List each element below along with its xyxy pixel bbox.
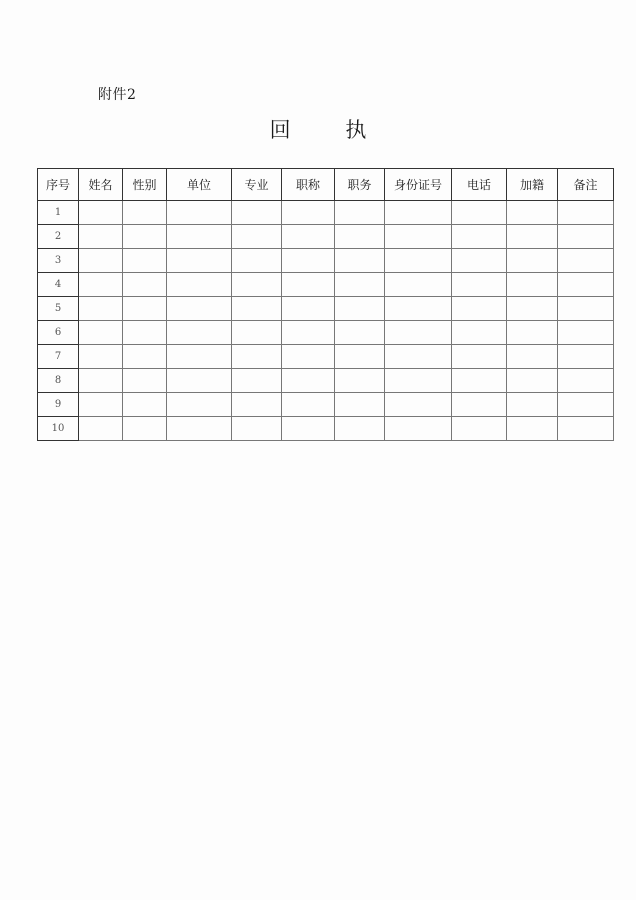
- table-cell: [452, 369, 507, 393]
- table-cell: [167, 273, 232, 297]
- row-number: 4: [38, 273, 79, 297]
- table-cell: [452, 225, 507, 249]
- table-cell: [167, 249, 232, 273]
- table-cell: [385, 417, 452, 441]
- table-cell: [123, 273, 167, 297]
- table-cell: [167, 417, 232, 441]
- table-cell: [232, 417, 282, 441]
- table-cell: [167, 393, 232, 417]
- table-cell: [232, 225, 282, 249]
- table-cell: [507, 249, 558, 273]
- table-row: [38, 321, 614, 345]
- table-cell: [282, 297, 335, 321]
- table-row: [38, 393, 614, 417]
- table-cell: [167, 321, 232, 345]
- table-cell: [507, 393, 558, 417]
- table-cell: [385, 369, 452, 393]
- table-cell: [282, 225, 335, 249]
- table-cell: [335, 321, 385, 345]
- table-cell: [79, 201, 123, 225]
- table-cell: [507, 417, 558, 441]
- table-cell: [558, 345, 614, 369]
- column-header: 备注: [558, 169, 614, 201]
- table-body: [38, 201, 614, 441]
- row-number: 3: [38, 249, 79, 273]
- table-cell: [558, 393, 614, 417]
- table-cell: [385, 273, 452, 297]
- table-cell: [452, 273, 507, 297]
- table-cell: [385, 345, 452, 369]
- table-cell: [79, 417, 123, 441]
- table-cell: [232, 201, 282, 225]
- column-header: 职务: [335, 169, 385, 201]
- table-cell: [232, 297, 282, 321]
- table-row: [38, 225, 614, 249]
- table-cell: [232, 273, 282, 297]
- table-cell: [385, 321, 452, 345]
- table-cell: [335, 369, 385, 393]
- table-cell: [123, 225, 167, 249]
- table-cell: [232, 345, 282, 369]
- table-cell: [385, 297, 452, 321]
- table-cell: [167, 369, 232, 393]
- table-cell: [335, 249, 385, 273]
- table-cell: [282, 201, 335, 225]
- table-cell: [79, 369, 123, 393]
- receipt-table: [37, 168, 614, 441]
- table-row: [38, 369, 614, 393]
- table-cell: [335, 273, 385, 297]
- table-cell: [452, 417, 507, 441]
- table-row: [38, 249, 614, 273]
- table-cell: [558, 249, 614, 273]
- table-cell: [79, 393, 123, 417]
- column-header: 电话: [452, 169, 507, 201]
- row-number: 2: [38, 225, 79, 249]
- column-header: 加籍: [507, 169, 558, 201]
- table-cell: [123, 321, 167, 345]
- table-row: [38, 297, 614, 321]
- table-cell: [335, 345, 385, 369]
- table-cell: [452, 345, 507, 369]
- table-cell: [123, 201, 167, 225]
- table-cell: [232, 369, 282, 393]
- table-cell: [507, 201, 558, 225]
- table-cell: [167, 201, 232, 225]
- table-cell: [282, 321, 335, 345]
- table-cell: [385, 249, 452, 273]
- table-cell: [79, 345, 123, 369]
- table-row: [38, 201, 614, 225]
- table-row: [38, 273, 614, 297]
- row-number: 9: [38, 393, 79, 417]
- column-header: 职称: [282, 169, 335, 201]
- table-cell: [282, 249, 335, 273]
- column-header: 单位: [167, 169, 232, 201]
- table-cell: [282, 393, 335, 417]
- column-header: 专业: [232, 169, 282, 201]
- table-cell: [335, 201, 385, 225]
- table-cell: [123, 249, 167, 273]
- table-cell: [558, 225, 614, 249]
- table-cell: [79, 225, 123, 249]
- row-number: 1: [38, 201, 79, 225]
- table-cell: [232, 321, 282, 345]
- table-cell: [507, 297, 558, 321]
- table-cell: [123, 417, 167, 441]
- column-header: 姓名: [79, 169, 123, 201]
- table-cell: [335, 225, 385, 249]
- column-header: 性别: [123, 169, 167, 201]
- table-cell: [558, 369, 614, 393]
- column-header: 序号: [38, 169, 79, 201]
- table-cell: [452, 249, 507, 273]
- row-number: 6: [38, 321, 79, 345]
- table-cell: [507, 225, 558, 249]
- table-cell: [79, 321, 123, 345]
- table-cell: [558, 201, 614, 225]
- table-cell: [335, 393, 385, 417]
- table-cell: [558, 297, 614, 321]
- table-cell: [79, 273, 123, 297]
- row-number: 8: [38, 369, 79, 393]
- attachment-label: 附件2: [98, 87, 137, 103]
- table-cell: [123, 369, 167, 393]
- table-cell: [282, 345, 335, 369]
- table-cell: [385, 201, 452, 225]
- table-cell: [452, 393, 507, 417]
- page-title: 回 执: [269, 118, 391, 142]
- table-cell: [385, 225, 452, 249]
- row-number: 10: [38, 417, 79, 441]
- table-cell: [507, 369, 558, 393]
- table-cell: [123, 297, 167, 321]
- table-cell: [79, 249, 123, 273]
- table-cell: [282, 417, 335, 441]
- table-cell: [123, 345, 167, 369]
- table-row: [38, 345, 614, 369]
- table-cell: [507, 321, 558, 345]
- table-cell: [232, 393, 282, 417]
- table-row: [38, 417, 614, 441]
- table-cell: [123, 393, 167, 417]
- table-cell: [452, 321, 507, 345]
- table-cell: [452, 297, 507, 321]
- table-cell: [232, 249, 282, 273]
- table-cell: [507, 273, 558, 297]
- table-cell: [282, 369, 335, 393]
- table-cell: [558, 417, 614, 441]
- table-cell: [507, 345, 558, 369]
- table-cell: [558, 273, 614, 297]
- row-number: 7: [38, 345, 79, 369]
- table-cell: [167, 225, 232, 249]
- table-cell: [335, 297, 385, 321]
- table-cell: [282, 273, 335, 297]
- column-header: 身份证号: [385, 169, 452, 201]
- row-number: 5: [38, 297, 79, 321]
- table-cell: [558, 321, 614, 345]
- table-cell: [79, 297, 123, 321]
- table-cell: [167, 297, 232, 321]
- table-cell: [452, 201, 507, 225]
- table-cell: [167, 345, 232, 369]
- table-cell: [335, 417, 385, 441]
- table-cell: [385, 393, 452, 417]
- table-header-row: [38, 169, 614, 201]
